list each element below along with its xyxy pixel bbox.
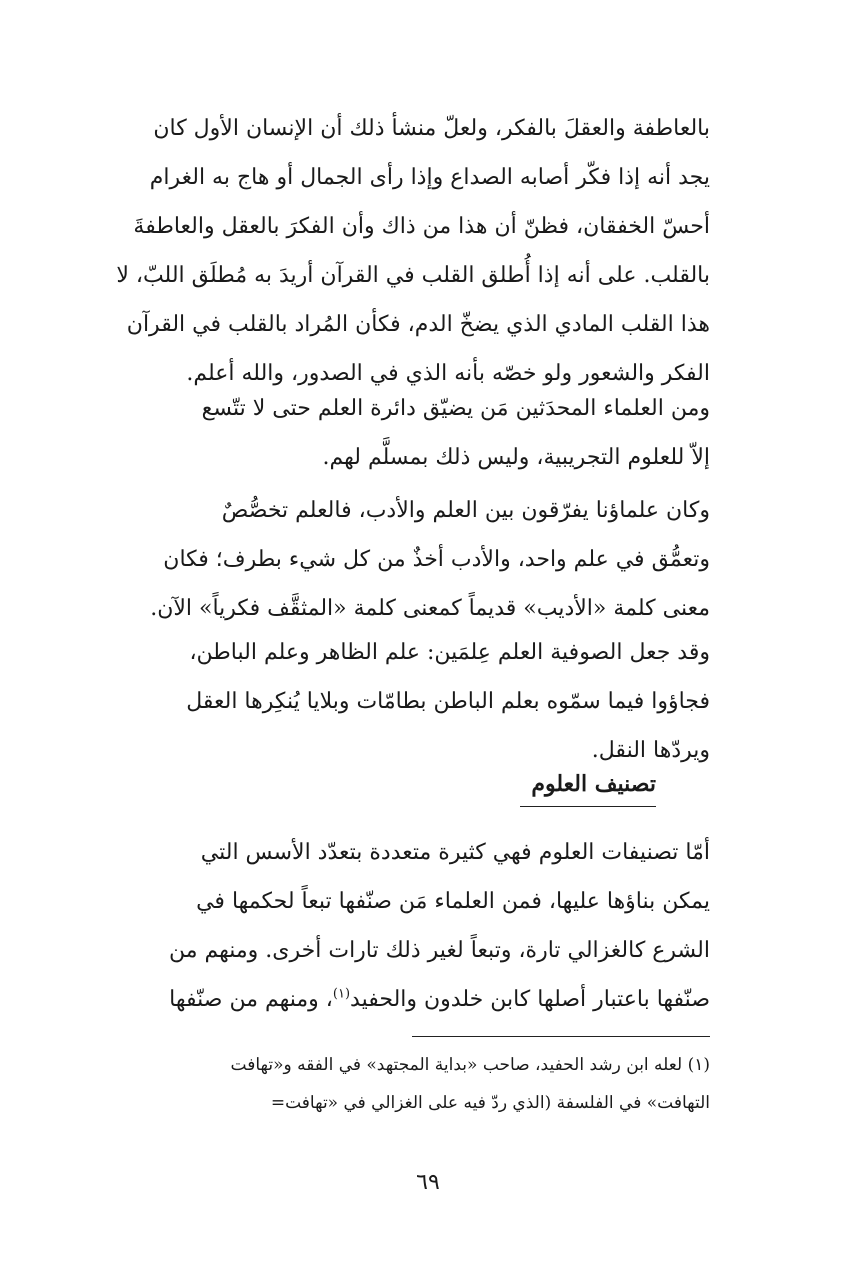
text-line: إلاّ للعلوم التجريبية، وليس ذلك بمسلَّم لهم. xyxy=(322,445,710,470)
page-number: ٦٩ xyxy=(416,1170,440,1195)
text-line: هذا القلب المادي الذي يضخّ الدم، فكأن المُراد بالقلب في القرآن xyxy=(126,312,710,337)
footnote-separator xyxy=(412,1036,710,1037)
text-line: يجد أنه إذا فكّر أصابه الصداع وإذا رأى الجمال أو هاج به الغرام xyxy=(149,165,710,190)
paragraph-2 xyxy=(98,384,710,482)
text-line: وقد جعل الصوفية العلم عِلمَين: علم الظاهر وعلم الباطن، xyxy=(189,640,710,665)
text-line: بالقلب. على أنه إذا أُطلق القلب في القرآن أريدَ به مُطلَق اللبّ، لا xyxy=(116,263,710,288)
paragraph-4 xyxy=(98,628,710,775)
text-line-with-footnote xyxy=(98,975,710,1024)
footnote-reference[interactable]: (١) xyxy=(332,986,351,1002)
text-segment: صنّفها باعتبار أصلها كابن خلدون والحفيد xyxy=(350,987,710,1012)
footnote-line: (١) لعله ابن رشد الحفيد، صاحب «بداية المجتهد» في الفقه و«تهافت xyxy=(230,1055,710,1075)
text-line: الشرع كالغزالي تارة، وتبعاً لغير ذلك تارات أخرى. ومنهم من xyxy=(168,938,710,963)
footnote xyxy=(98,1046,710,1122)
text-line: يمكن بناؤها عليها، فمن العلماء مَن صنّفها تبعاً لحكمها في xyxy=(196,889,710,914)
text-line: وكان علماؤنا يفرّقون بين العلم والأدب، فالعلم تخصُّصٌ xyxy=(221,498,710,523)
paragraph-1 xyxy=(98,104,710,398)
text-line: ويردّها النقل. xyxy=(591,738,710,763)
text-line: الفكر والشعور ولو خصّه بأنه الذي في الصدور، والله أعلم. xyxy=(186,361,710,386)
paragraph-3 xyxy=(98,486,710,633)
text-line: أمّا تصنيفات العلوم فهي كثيرة متعددة بتعدّد الأسس التي xyxy=(200,840,710,865)
text-line: بالعاطفة والعقلَ بالفكر، ولعلّ منشأ ذلك أن الإنسان الأول كان xyxy=(153,116,710,141)
text-line: وتعمُّق في علم واحد، والأدب أخذٌ من كل شيء بطرف؛ فكان xyxy=(163,547,710,572)
section-heading-wrap xyxy=(520,764,656,807)
section-paragraph xyxy=(98,828,710,1024)
text-line: ومن العلماء المحدَثين مَن يضيّق دائرة العلم حتى لا تتّسع xyxy=(201,396,710,421)
text-line: أحسّ الخفقان، فظنّ أن هذا من ذاك وأن الفكرَ بالعقل والعاطفةَ xyxy=(133,214,710,239)
section-heading: تصنيف العلوم xyxy=(520,764,656,807)
text-segment: ، ومنهم من صنّفها xyxy=(169,987,333,1012)
text-line: فجاؤوا فيما سمّوه بعلم الباطن بطامّات وبلايا يُنكِرها العقل xyxy=(186,689,710,714)
text-line: معنى كلمة «الأديب» قديماً كمعنى كلمة «المثقَّف فكرياً» الآن. xyxy=(150,596,710,621)
footnote-line: التهافت» في الفلسفة (الذي ردّ فيه على الغزالي في «تهافت= xyxy=(270,1093,710,1113)
